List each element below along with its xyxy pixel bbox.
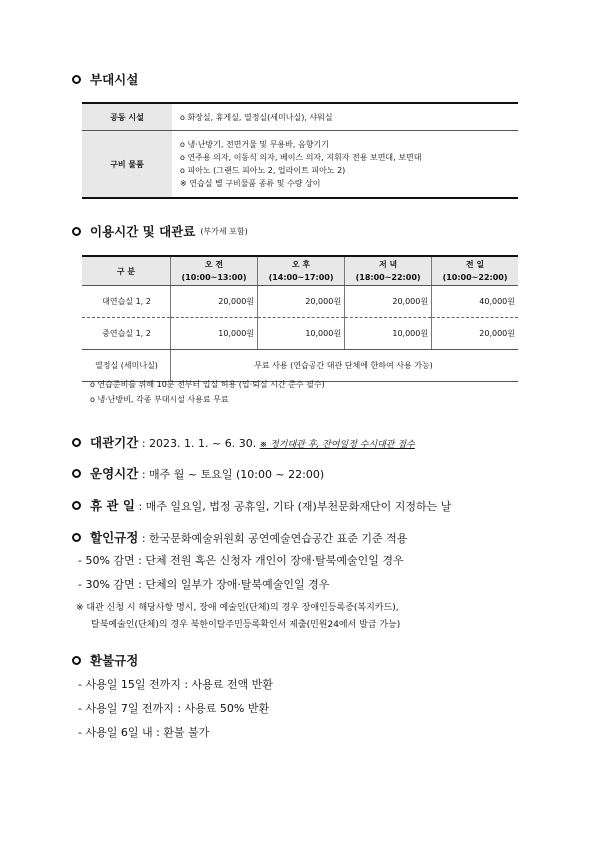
refund-item: - 사용일 6일 내 : 환불 불가	[78, 726, 210, 739]
row-label: 열정실 (세미나실)	[95, 361, 158, 370]
facility-header: 구비 물품	[82, 131, 172, 199]
facilities-heading	[72, 70, 138, 88]
facility-item: o 화장실, 휴게실, 열정실(세미나실), 샤워실	[180, 112, 333, 122]
rental-period-note: ※ 정기대관 후, 잔여일정 수시대관 접수	[259, 440, 415, 450]
pricing-note: o 냉·난방비, 각종 부대시설 사용료 무료	[90, 395, 229, 404]
rental-period: 대관기간 : 2023. 1. 1. ~ 6. 30. ※ 정기대관 후, 잔여일정 수시대관 접수	[72, 433, 415, 451]
refund-title: 환불규정	[90, 653, 139, 668]
pricing-notes	[90, 377, 325, 407]
circle-bullet-icon	[72, 438, 81, 447]
discount-policy: 할인규정 : 한국문화예술위원회 공연예술연습공간 표준 기준 적용	[72, 528, 407, 546]
refund-item: - 사용일 7일 전까지 : 사용료 50% 반환	[78, 702, 270, 715]
circle-bullet-icon	[72, 501, 81, 510]
refund-item: - 사용일 15일 전까지 : 사용료 전액 반환	[78, 678, 273, 691]
closed-days: 휴 관 일 : 매주 일요일, 법정 공휴일, 기타 (재)부천문화재단이 지정하는 날	[72, 496, 451, 514]
facility-item: o 냉·난방기, 전면거울 및 무용바, 음향기기	[180, 140, 329, 149]
circle-bullet-icon	[72, 533, 81, 542]
column-header: 저 녁 (18:00~22:00)	[345, 256, 432, 286]
discount-item: - 50% 감면 : 단체 전원 혹은 신청자 개인이 장애·탈북예술인일 경우	[78, 554, 404, 567]
discount-note: 탈북예술인(단체)의 경우 북한이탈주민등록확인서 제출(민원24에서 발급 가능)	[91, 620, 401, 630]
table-row	[82, 286, 518, 318]
facility-item: ※ 연습실 별 구비물품 종류 및 수량 상이	[180, 179, 321, 188]
facilities-table	[82, 102, 518, 199]
table-row	[82, 318, 518, 350]
price-cell: 20,000원	[171, 286, 258, 318]
free-use-cell: 무료 사용 (연습공간 대관 단체에 한하여 사용 가능)	[171, 350, 519, 382]
price-cell: 10,000원	[171, 318, 258, 350]
column-header: 구 분	[82, 256, 171, 286]
row-label: 중연습실 1, 2	[82, 318, 171, 350]
operating-hours: 운영시간 : 매주 월 ~ 토요일 (10:00 ~ 22:00)	[72, 464, 324, 482]
table-header-row	[82, 256, 518, 286]
price-cell: 10,000원	[258, 318, 345, 350]
facility-header: 공동 시설	[82, 103, 172, 131]
refund-heading	[72, 651, 138, 669]
facility-cell	[172, 131, 518, 199]
table-row	[82, 131, 518, 199]
circle-bullet-icon	[72, 656, 81, 665]
column-header: 오 후 (14:00~17:00)	[258, 256, 345, 286]
discount-item: - 30% 감면 : 단체의 일부가 장애·탈북예술인일 경우	[78, 578, 330, 591]
price-cell: 20,000원	[345, 286, 432, 318]
price-cell: 20,000원	[432, 318, 518, 350]
price-cell: 20,000원	[258, 286, 345, 318]
discount-note: ※ 대관 신청 시 해당사항 명시, 장애 예술인(단체)의 경우 장애인등록증(복지카드),	[76, 603, 399, 613]
column-header: 오 전 (10:00~13:00)	[171, 256, 258, 286]
facilities-title: 부대시설	[90, 72, 139, 87]
pricing-table	[82, 255, 518, 382]
pricing-title: 이용시간 및 대관료	[90, 224, 196, 239]
table-row	[82, 103, 518, 131]
pricing-subtitle: (부가세 포함)	[200, 226, 248, 236]
facility-item: o 연주용 의자, 이동식 의자, 베이스 의자, 지휘자 전용 보면대, 보면대	[180, 153, 422, 162]
column-header: 전 일 (10:00~22:00)	[432, 256, 518, 286]
price-cell: 40,000원	[432, 286, 518, 318]
circle-bullet-icon	[72, 75, 81, 84]
facility-item: o 피아노 (그랜드 피아노 2, 업라이트 피아노 2)	[180, 166, 346, 175]
facility-cell	[172, 103, 518, 131]
pricing-note: o 연습준비를 위해 10분 전부터 입실 허용 (입·퇴실 시간 준수 필수)	[90, 380, 325, 389]
pricing-heading	[72, 222, 248, 240]
circle-bullet-icon	[72, 469, 81, 478]
circle-bullet-icon	[72, 227, 81, 236]
price-cell: 10,000원	[345, 318, 432, 350]
row-label: 대연습실 1, 2	[82, 286, 171, 318]
